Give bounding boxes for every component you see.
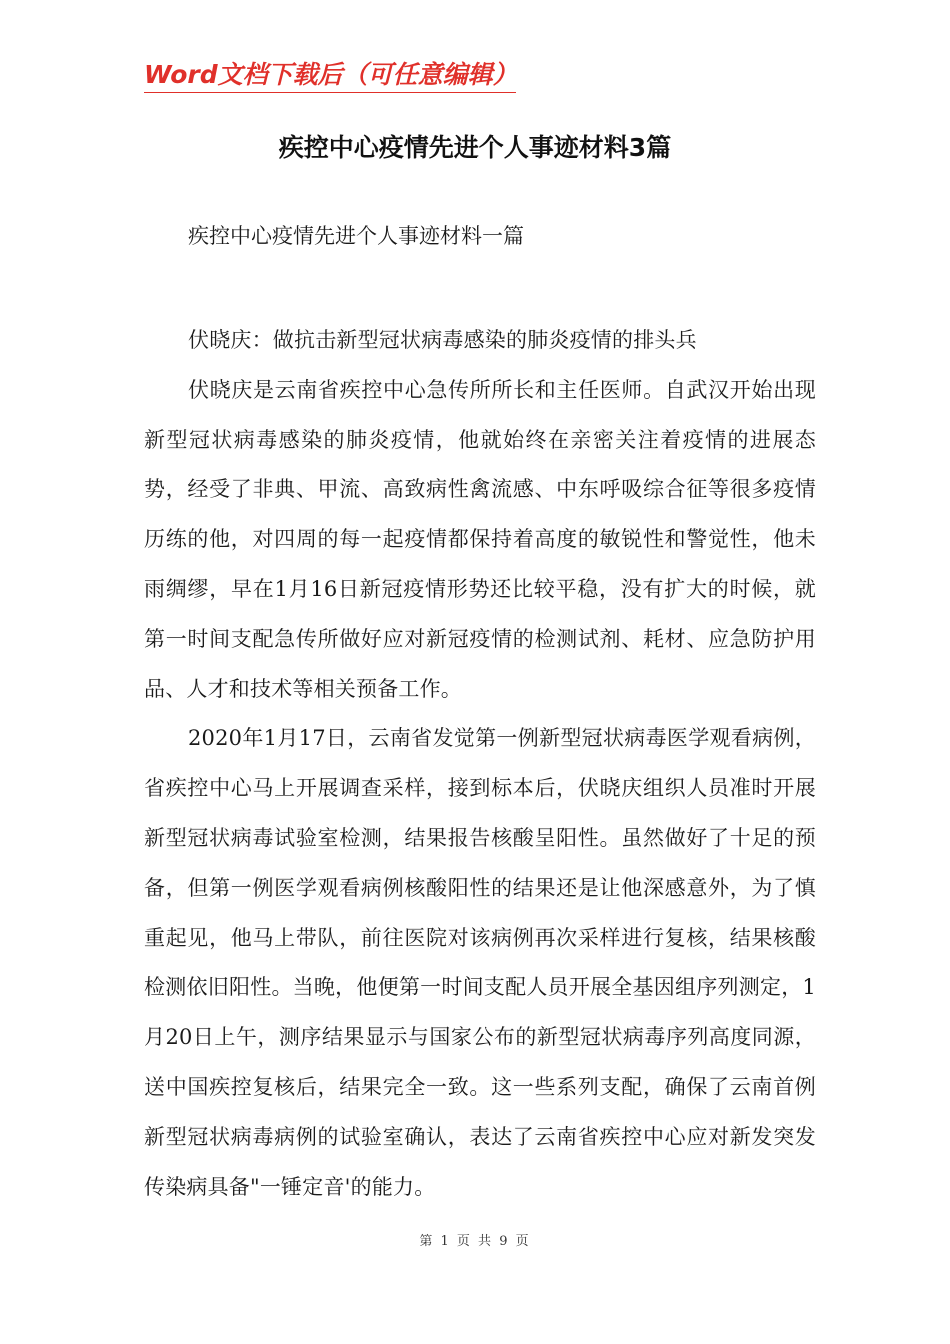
watermark-underline bbox=[144, 92, 516, 93]
paragraph-heading: 伏晓庆：做抗击新型冠状病毒感染的肺炎疫情的排头兵 bbox=[188, 328, 697, 352]
download-watermark: Word文档下载后（可任意编辑） bbox=[144, 60, 518, 89]
document-title: 疾控中心疫情先进个人事迹材料3篇 bbox=[278, 133, 672, 162]
paragraph: 2020年1月17日，云南省发觉第一例新型冠状病毒医学观看病例，省疾控中心马上开展调查采样，接到标本后，伏晓庆组织人员准时开展新型冠状病毒试验室检测，结果报告核酸呈阳性。虽然做好了十足的预备，但第一例医学观看病例核酸阳性的结果还是让他深感意外，为了慎重起见，他马上带队，前往医院对该病例再次采样进行复核，结果核酸检测依旧阳性。当晚，他便第一时间支配人员开展全基因组序列测定，1月20日上午，测序结果显示与国家公布的新型冠状病毒序列高度同源，送中国疾控复核后，结果完全一致。这一些系列支配，确保了云南首例新型冠状病毒病例的试验室确认，表达了云南省疾控中心应对新发突发传染病具备"一锤定音'的能力。 bbox=[144, 726, 816, 1199]
paragraph: 伏晓庆是云南省疾控中心急传所所长和主任医师。自武汉开始出现新型冠状病毒感染的肺炎疫情，他就始终在亲密关注着疫情的进展态势，经受了非典、甲流、高致病性禽流感、中东呼吸综合征等很多疫情历练的他，对四周的每一起疫情都保持着高度的敏锐性和警觉性，他未雨绸缪，早在1月16日新冠疫情形势还比较平稳，没有扩大的时候，就第一时间支配急传所做好应对新冠疫情的检测试剂、耗材、应急防护用品、人才和技术等相关预备工作。 bbox=[144, 377, 816, 701]
section-title: 疾控中心疫情先进个人事迹材料一篇 bbox=[188, 224, 524, 248]
page-number: 第 1 页 共 9 页 bbox=[419, 1234, 531, 1249]
article-body bbox=[144, 316, 816, 1212]
